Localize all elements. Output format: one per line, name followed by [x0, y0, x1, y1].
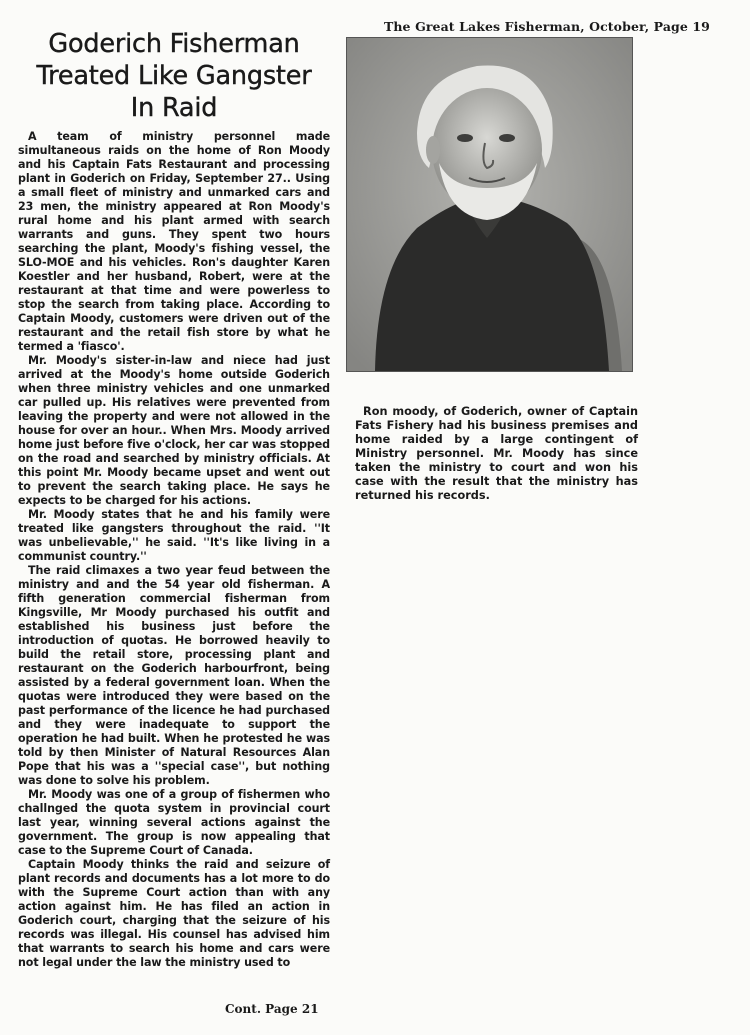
article-paragraph: The raid climaxes a two year feud between the ministry and and the 54 year old fisherman. A fifth generation commercial fisherman from Kingsville, Mr Moody purchased his outfit and established his business just before the introduction of quotas. He borrowed heavily to build the retail store, processing plant and restaurant on the Goderich harbourfront, being assisted by a federal government loan. When the quotas were introduced they were based on the past performance of the licence he had purchased and they were inadequate to support the operation he had built. When he protested he was told by then Minister of Natural Resources Alan Pope that his was a ''special case'', but nothing was done to solve his problem. [18, 564, 330, 787]
headline-line-3: In Raid [130, 93, 218, 123]
article-paragraph: Mr. Moody was one of a group of fishermen who challnged the quota system in provincial court last year, winning several actions against the government. The group is now appealing that case to the Supreme Court of Canada. [18, 788, 330, 857]
article-paragraph: Captain Moody thinks the raid and seizure of plant records and documents has a lot more to do with the Supreme Court action than with any action against him. He has filed an action in Goderich court, charging that the seizure of his records was illegal. His counsel has advised him that warrants to search his home and cars were not legal under the law the ministry used to [18, 858, 330, 969]
photo-caption: Ron moody, of Goderich, owner of Captain Fats Fishery had his business premises and home raided by a large contingent of Ministry personnel. Mr. Moody has since taken the ministry to court and won his case with the result that the ministry has returned his records. [355, 405, 638, 502]
article-column [18, 28, 330, 970]
continued-note: Cont. Page 21 [225, 1002, 319, 1016]
article-paragraph: A team of ministry personnel made simultaneous raids on the home of Ron Moody and his Captain Fats Restaurant and processing plant in Goderich on Friday, September 27.. Using a small fleet of ministry and unmarked cars and 23 men, the ministry appeared at Ron Moody's rural home and his plant armed with search warrants and guns. They spent two hours searching the plant, Moody's fishing vessel, the SLO-MOE and his vehicles. Ron's daughter Karen Koestler and her husband, Robert, were at the restaurant at that time and were powerless to stop the search from taking place. According to Captain Moody, customers were driven out of the restaurant and the retail fish store by what he termed a 'fiasco'. [18, 130, 330, 353]
portrait-illustration [347, 38, 632, 371]
portrait-photo [346, 37, 633, 372]
article-paragraph: Mr. Moody states that he and his family were treated like gangsters throughout the raid. ''It was unbelievable,'' he said. ''It's like living in a communist country.'' [18, 508, 330, 563]
running-head: The Great Lakes Fisherman, October, Page 19 [383, 19, 710, 34]
headline [18, 28, 330, 124]
article-body [18, 130, 330, 970]
headline-line-2: Treated Like Gangster [36, 61, 312, 91]
article-paragraph: Mr. Moody's sister-in-law and niece had just arrived at the Moody's home outside Goderich when three ministry vehicles and one unmarked car pulled up. His relatives were prevented from leaving the property and were not allowed in the house for over an hour.. When Mrs. Moody arrived home just before five o'clock, her car was stopped on the road and searched by ministry officials. At this point Mr. Moody became upset and went out to prevent the search taking place. He says he expects to be charged for his actions. [18, 354, 330, 507]
headline-line-1: Goderich Fisherman [48, 29, 300, 59]
